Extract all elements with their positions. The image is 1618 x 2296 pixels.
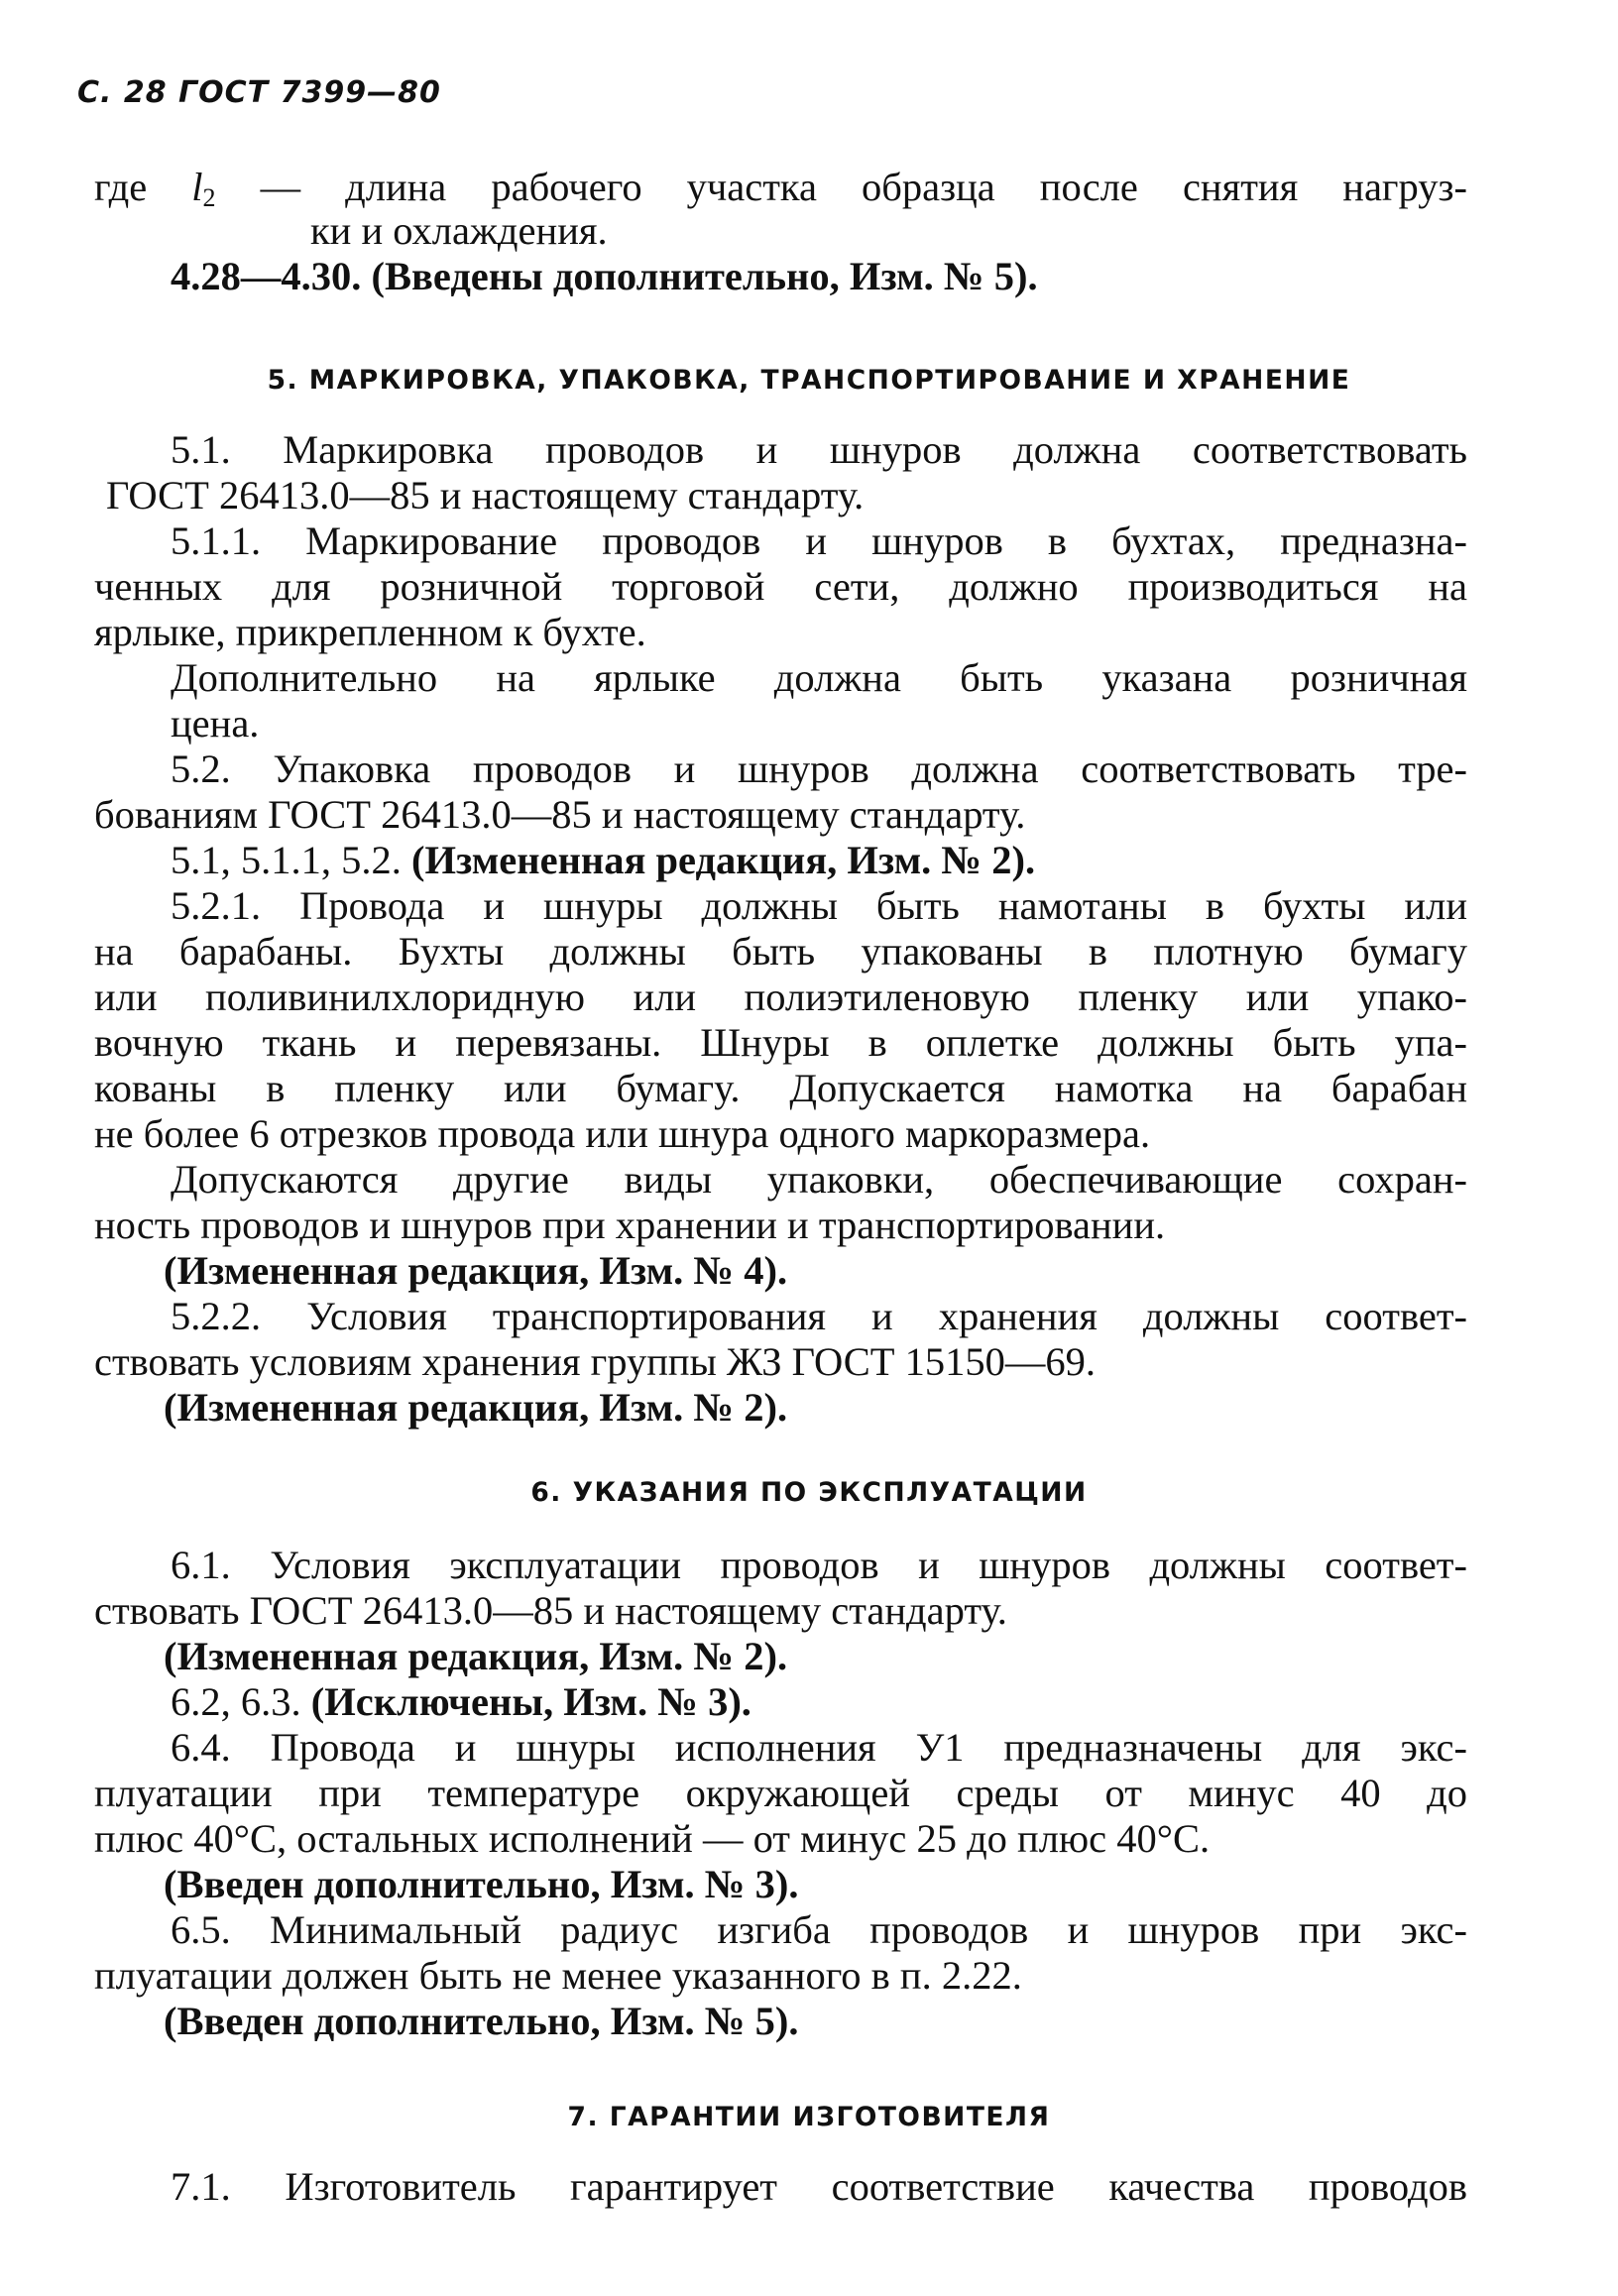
text-fragment: где bbox=[94, 165, 192, 209]
text-line: или поливинилхлоридную или полиэтиленовую пленку или упако- bbox=[94, 975, 1467, 1019]
section-heading-6: 6. УКАЗАНИЯ ПО ЭКСПЛУАТАЦИИ bbox=[530, 1477, 1088, 1508]
amendment-note: (Измененная редакция, Изм. № 2). bbox=[164, 1634, 788, 1678]
amendment-note: (Введен дополнительно, Изм. № 3). bbox=[164, 1862, 799, 1906]
amendment-note: (Измененная редакция, Изм. № 2). bbox=[411, 838, 1036, 882]
text-line: ченных для розничной торговой сети, должно производиться на bbox=[94, 564, 1467, 609]
text-line: 7.1. Изготовитель гарантирует соответствие качества проводов bbox=[171, 2164, 1467, 2209]
text-line: кованы в пленку или бумагу. Допускается намотка на барабан bbox=[94, 1066, 1467, 1110]
text-line: 6.4. Провода и шнуры исполнения У1 предназначены для экс- bbox=[171, 1725, 1467, 1770]
text-line: ки и охлаждения. bbox=[310, 208, 608, 253]
text-line: Допускаются другие виды упаковки, обеспечивающие сохран- bbox=[171, 1157, 1467, 1202]
running-header: С. 28 ГОСТ 7399—80 bbox=[77, 75, 441, 110]
amendment-note: (Введен дополнительно, Изм. № 5). bbox=[164, 1999, 799, 2043]
variable-subscript: 2 bbox=[202, 183, 216, 212]
text-line: плуатации должен быть не менее указанного в п. 2.22. bbox=[94, 1953, 1022, 1998]
section-heading-7: 7. ГАРАНТИИ ИЗГОТОВИТЕЛЯ bbox=[567, 2102, 1051, 2132]
text-line: не более 6 отрезков провода или шнура одного маркоразмера. bbox=[94, 1111, 1151, 1156]
text-line: ность проводов и шнуров при хранении и транспортировании. bbox=[94, 1203, 1166, 1247]
text-line: ГОСТ 26413.0—85 и настоящему стандарту. bbox=[106, 473, 865, 517]
text-line: 5.1.1. Маркирование проводов и шнуров в бухтах, предназна- bbox=[171, 518, 1467, 563]
text-line bbox=[94, 165, 1467, 221]
text-line bbox=[171, 838, 1035, 883]
text-line: ствовать условиям хранения группы ЖЗ ГОСТ 15150—69. bbox=[94, 1339, 1097, 1384]
amendment-note: (Измененная редакция, Изм. № 4). bbox=[164, 1248, 788, 1293]
text-line: Дополнительно на ярлыке должна быть указана розничная bbox=[171, 655, 1467, 700]
amendment-note: 4.28—4.30. (Введены дополнительно, Изм. № 5). bbox=[171, 254, 1038, 298]
text-line: плуатации при температуре окружающей среды от минус 40 до bbox=[94, 1771, 1467, 1815]
text-line: 5.2.2. Условия транспортирования и хранения должны соответ- bbox=[171, 1294, 1467, 1338]
section-heading-5: 5. МАРКИРОВКА, УПАКОВКА, ТРАНСПОРТИРОВАНИЕ И ХРАНЕНИЕ bbox=[267, 365, 1351, 396]
text-line: бованиям ГОСТ 26413.0—85 и настоящему стандарту. bbox=[94, 792, 1026, 837]
text-line: 6.5. Минимальный радиус изгиба проводов и шнуров при экс- bbox=[171, 1907, 1467, 1952]
text-line: плюс 40°С, остальных исполнений — от минус 25 до плюс 40°С. bbox=[94, 1816, 1211, 1861]
text-fragment: 6.2, 6.3. bbox=[171, 1679, 311, 1724]
text-fragment: 5.1, 5.1.1, 5.2. bbox=[171, 838, 411, 882]
text-line: 5.2. Упаковка проводов и шнуров должна соответствовать тре- bbox=[171, 746, 1467, 791]
amendment-note: (Измененная редакция, Изм. № 2). bbox=[164, 1385, 788, 1430]
text-line: цена. bbox=[171, 701, 260, 746]
text-fragment: — длина рабочего участка образца после снятия нагруз- bbox=[215, 165, 1467, 209]
text-line: ярлыке, прикрепленном к бухте. bbox=[94, 610, 646, 654]
text-line: на барабаны. Бухты должны быть упакованы в плотную бумагу bbox=[94, 929, 1467, 974]
variable-l: l bbox=[191, 165, 203, 209]
text-line: 6.1. Условия эксплуатации проводов и шнуров должны соответ- bbox=[171, 1543, 1467, 1587]
text-line bbox=[171, 1679, 751, 1725]
text-line: 5.1. Маркировка проводов и шнуров должна соответствовать bbox=[171, 427, 1467, 472]
text-line: ствовать ГОСТ 26413.0—85 и настоящему стандарту. bbox=[94, 1588, 1007, 1633]
text-line: вочную ткань и перевязаны. Шнуры в оплетке должны быть упа- bbox=[94, 1020, 1467, 1065]
text-line: 5.2.1. Провода и шнуры должны быть намотаны в бухты или bbox=[171, 883, 1467, 928]
amendment-note: (Исключены, Изм. № 3). bbox=[310, 1679, 751, 1724]
